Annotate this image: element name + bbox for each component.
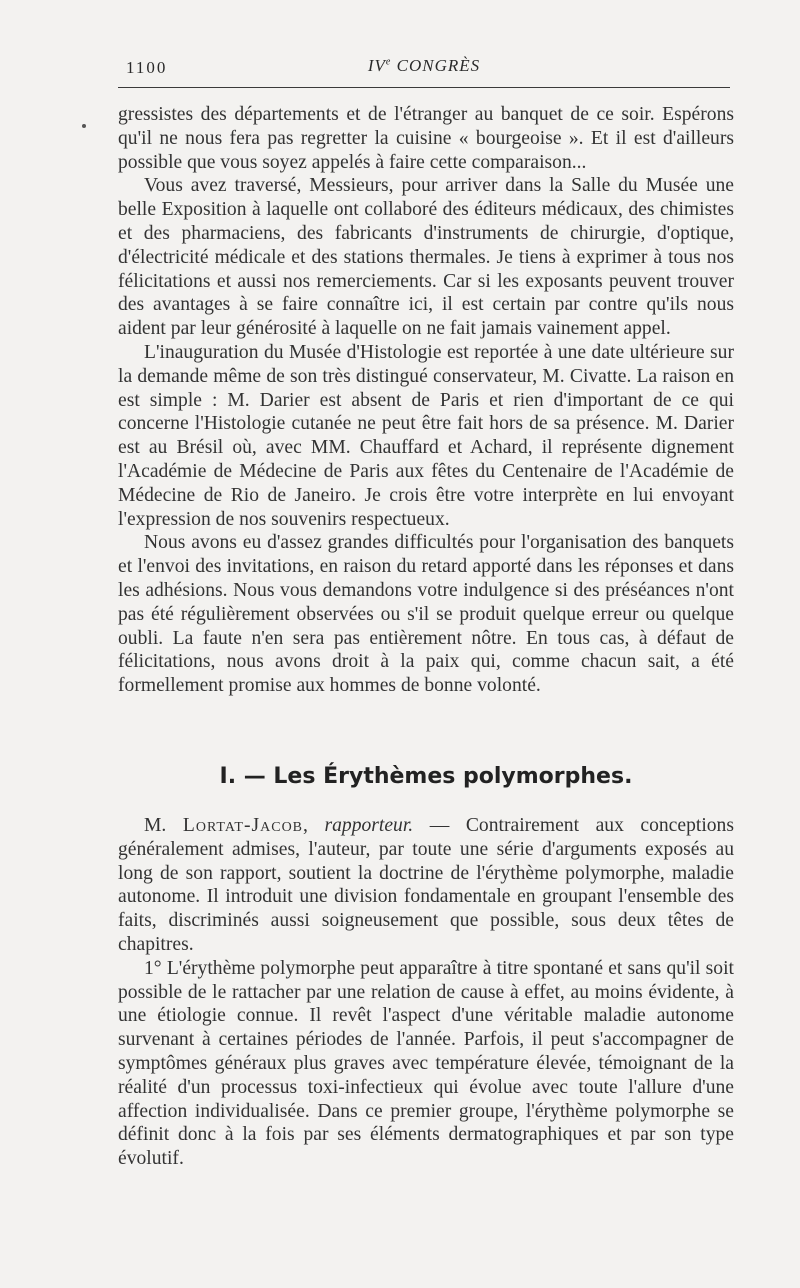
rapporteur-prefix: M. (144, 815, 183, 836)
section-title: I. — Les Érythèmes polymorphes. (219, 764, 633, 789)
running-title (118, 56, 730, 76)
body-text-part2 (118, 814, 734, 1171)
running-title-prefix: IV (367, 56, 386, 75)
paragraph-continuation: gressistes des départements et de l'étranger au banquet de ce soir. Espérons qu'il ne nous fera pas regretter la cuisine « bourgeoise ». Et il est d'ailleurs possible que vous soyez appelés à faire cette comparaison... (118, 104, 734, 173)
ink-speck (82, 124, 86, 128)
running-title-sup: e (385, 56, 392, 68)
page-header (118, 52, 730, 80)
paragraph-rapporteur: M. Lortat-Jacob, rapporteur. — Contrairement aux conceptions généralement admises, l'auteur, par toute une série d'arguments exposés au long de son rapport, soutient la doctrine de l'érythème polymorphe, maladie autonome. Il introduit une division fondamentale en groupant l'ensemble des faits, discriminés aussi soigneusement que possible, sous deux têtes de chapitres. (118, 815, 734, 955)
rapporteur-name: Lortat-Jacob (182, 815, 304, 836)
body-text-part1 (118, 103, 734, 698)
rapporteur-role: rapporteur. (324, 815, 414, 836)
running-title-rest: CONGRÈS (391, 56, 481, 75)
page-number: 1100 (126, 58, 168, 77)
rapporteur-text: — Contrairement aux conceptions généralement admises, l'auteur, par toute une série d'arguments exposés au long de son rapport, soutient la doctrine de l'érythème polymorphe, maladie autonome. Il introduit une division fondamentale en groupant l'ensemble des faits, discriminés aussi soigneusement que possible, sous deux têtes de chapitres. (118, 815, 734, 955)
paragraph-banquets: Nous avons eu d'assez grandes difficultés pour l'organisation des banquets et l'envoi des invitations, en raison du retard apporté dans les réponses et dans les adhésions. Nous vous demandons votre indulgence si des préséances n'ont pas été régulièrement observées ou s'il se produit quelque erreur ou quelque oubli. La faute n'en sera pas entièrement nôtre. En tous cas, à défaut de félicitations, nous avons droit à la paix qui, comme chacun sait, a été formellement promise aux hommes de bonne volonté. (118, 532, 734, 697)
header-rule (118, 87, 730, 88)
paragraph-point-one: 1° L'érythème polymorphe peut apparaître à titre spontané et sans qu'il soit possible de le rattacher par une relation de cause à effet, au moins évidente, à une étiologie connue. Il revêt l'aspect d'une véritable maladie autonome survenant à certaines périodes de l'année. Parfois, il peut s'accompagner de symptômes généraux plus graves avec température élevée, témoignant de la réalité d'un processus toxi-infectieux qui évolue avec toute l'allure d'une affection individualisée. Dans ce premier groupe, l'érythème polymorphe se définit donc à la fois par ses éléments dermatographiques et par son type évolutif. (118, 957, 734, 1170)
paragraph-musee: L'inauguration du Musée d'Histologie est reportée à une date ultérieure sur la demande même de son très distingué conservateur, M. Civatte. La raison en est simple : M. Darier est absent de Paris et rien d'important de ce qui concerne l'Histologie cutanée ne peut être fait hors de sa présence. M. Darier est au Brésil où, avec MM. Chauffard et Achard, il représente dignement l'Académie de Médecine de Paris aux fêtes du Centenaire de l'Académie de Médecine de Rio de Janeiro. Je crois être votre interprète en lui envoyant l'expression de nos souvenirs respectueux. (118, 341, 734, 530)
paragraph-exposition: Vous avez traversé, Messieurs, pour arriver dans la Salle du Musée une belle Exposition à laquelle ont collaboré des éditeurs médicaux, des chimistes et des pharmaciens, des fabricants d'instruments de chirurgie, d'optique, d'électricité médicale et des stations thermales. Je tiens à exprimer à tous nos félicitations et aussi nos remerciements. Car si les exposants peuvent trouver des avantages à se faire connaître ici, il est certain par contre qu'ils nous aident par leur générosité à laquelle on ne fait jamais vainement appel. (118, 175, 734, 340)
